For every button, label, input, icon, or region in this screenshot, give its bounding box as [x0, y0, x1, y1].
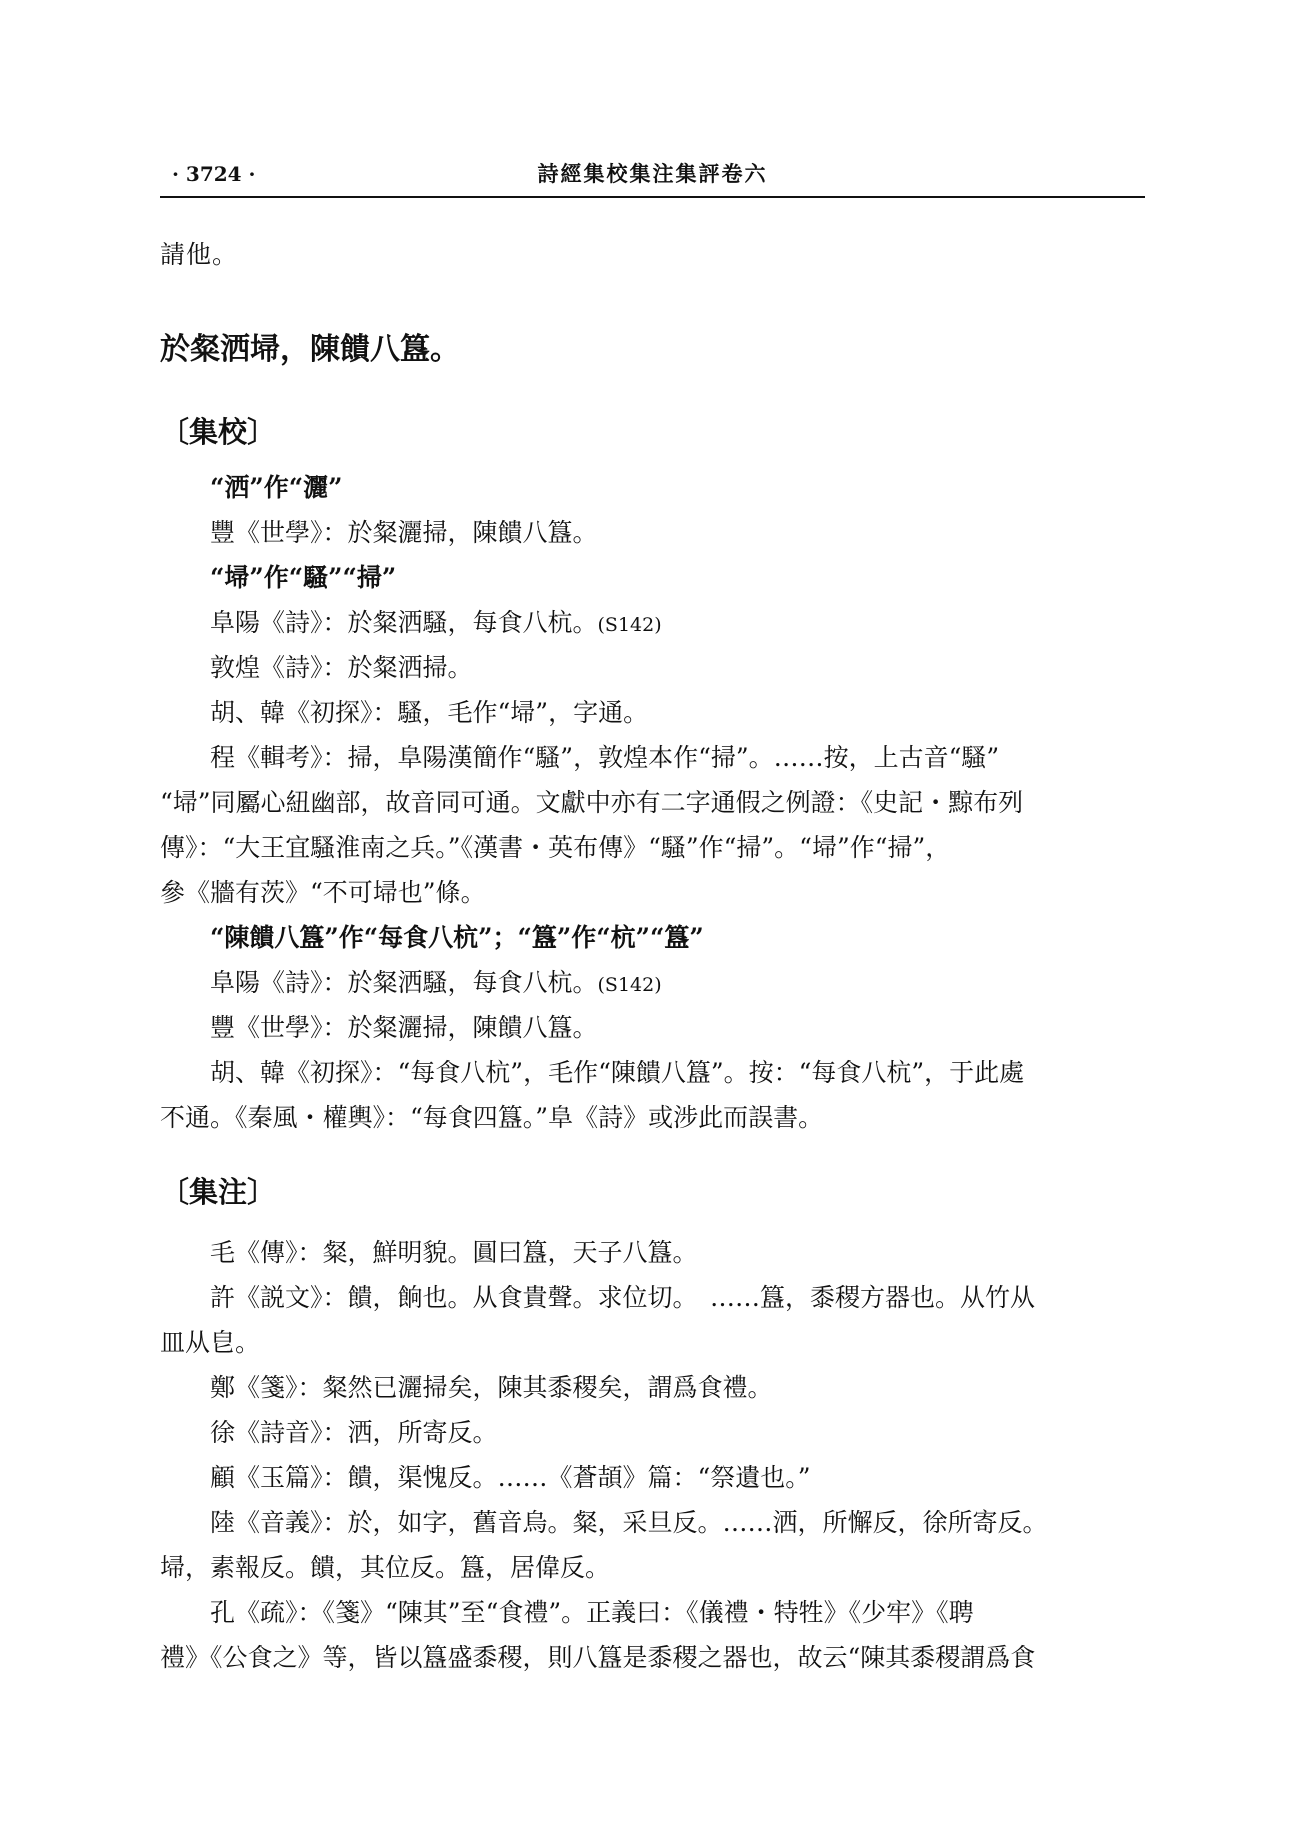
- running-title: 詩經集校集注集評卷六: [537, 161, 768, 186]
- text-line: 孔《疏》：《箋》“陳其”至“食禮”。正義曰：《儀禮・特牲》《少牢》《聘: [210, 1598, 974, 1627]
- text-line: 埽，素報反。饋，其位反。簋，居偉反。: [160, 1553, 611, 1582]
- variant-heading: “埽”作“騷”“掃”: [210, 563, 397, 592]
- text-line: “埽”同屬心紐幽部，故音同可通。文獻中亦有二字通假之例證：《史記・黥布列: [160, 788, 1024, 817]
- text-line: 胡、韓《初探》：騷，毛作“埽”，字通。: [210, 698, 649, 727]
- section-heading-jizhu: 〔集注〕: [160, 1175, 277, 1209]
- text-line-content: 阜陽《詩》：於粲洒騷，每食八杭。: [210, 608, 598, 637]
- text-line: 參《牆有茨》“不可埽也”條。: [160, 878, 486, 907]
- page-header: [160, 160, 1145, 200]
- text-line: 皿从皀。: [160, 1328, 261, 1357]
- carry-over-line: 請他。: [160, 240, 239, 269]
- text-line: 徐《詩音》：洒，所寄反。: [210, 1418, 498, 1447]
- jizhu-block: [160, 1230, 1145, 1680]
- verse-line: 於粲洒埽，陳饋八簋。: [160, 332, 460, 367]
- text-line: 不通。《秦風・權輿》：“每食四簋。”阜《詩》或涉此而誤書。: [160, 1103, 824, 1132]
- header-rule: [160, 196, 1145, 198]
- slip-reference: (S142): [597, 614, 662, 636]
- page-number: · 3724 ·: [172, 162, 256, 186]
- text-line: 禮》《公食之》等，皆以簋盛黍稷，則八簋是黍稷之器也，故云“陳其黍稷謂爲食: [160, 1643, 1036, 1672]
- variant-heading: “陳饋八簋”作“每食八杭”；“簋”作“杭”“簋”: [210, 923, 704, 952]
- jiaojiao-block: [160, 465, 1145, 1140]
- text-line: 敦煌《詩》：於粲洒掃。: [210, 653, 473, 682]
- text-line: [160, 600, 1145, 645]
- variant-heading: “洒”作“灑”: [210, 473, 343, 502]
- text-line-content: 阜陽《詩》：於粲洒騷，每食八杭。: [210, 968, 598, 997]
- text-line: 豐《世學》：於粲灑掃，陳饋八簋。: [210, 1013, 598, 1042]
- slip-reference: (S142): [597, 974, 662, 996]
- text-line: 豐《世學》：於粲灑掃，陳饋八簋。: [210, 518, 598, 547]
- text-line: [160, 960, 1145, 1005]
- text-line: 許《説文》：饋，餉也。从食貴聲。求位切。 ……簋，黍稷方器也。从竹从: [210, 1283, 1036, 1312]
- text-line: 毛《傳》：粲，鮮明貌。圓曰簋，天子八簋。: [210, 1238, 698, 1267]
- text-line: 鄭《箋》：粲然已灑掃矣，陳其黍稷矣，謂爲食禮。: [210, 1373, 773, 1402]
- section-heading-jiaojiao: 〔集校〕: [160, 415, 277, 449]
- text-line: 胡、韓《初探》：“每食八杭”，毛作“陳饋八簋”。按：“每食八杭”，于此處: [210, 1058, 1025, 1087]
- text-line: 顧《玉篇》：饋，渠愧反。……《蒼頡》篇：“祭遺也。”: [210, 1463, 811, 1492]
- text-line: 傳》：“大王宜騷淮南之兵。”《漢書・英布傳》“騷”作“掃”。“埽”作“掃”，: [160, 833, 951, 862]
- text-line: 程《輯考》：掃，阜陽漢簡作“騷”，敦煌本作“掃”。……按，上古音“騷”: [210, 743, 1000, 772]
- text-line: 陸《音義》：於，如字，舊音烏。粲，采旦反。……洒，所懈反，徐所寄反。: [210, 1508, 1048, 1537]
